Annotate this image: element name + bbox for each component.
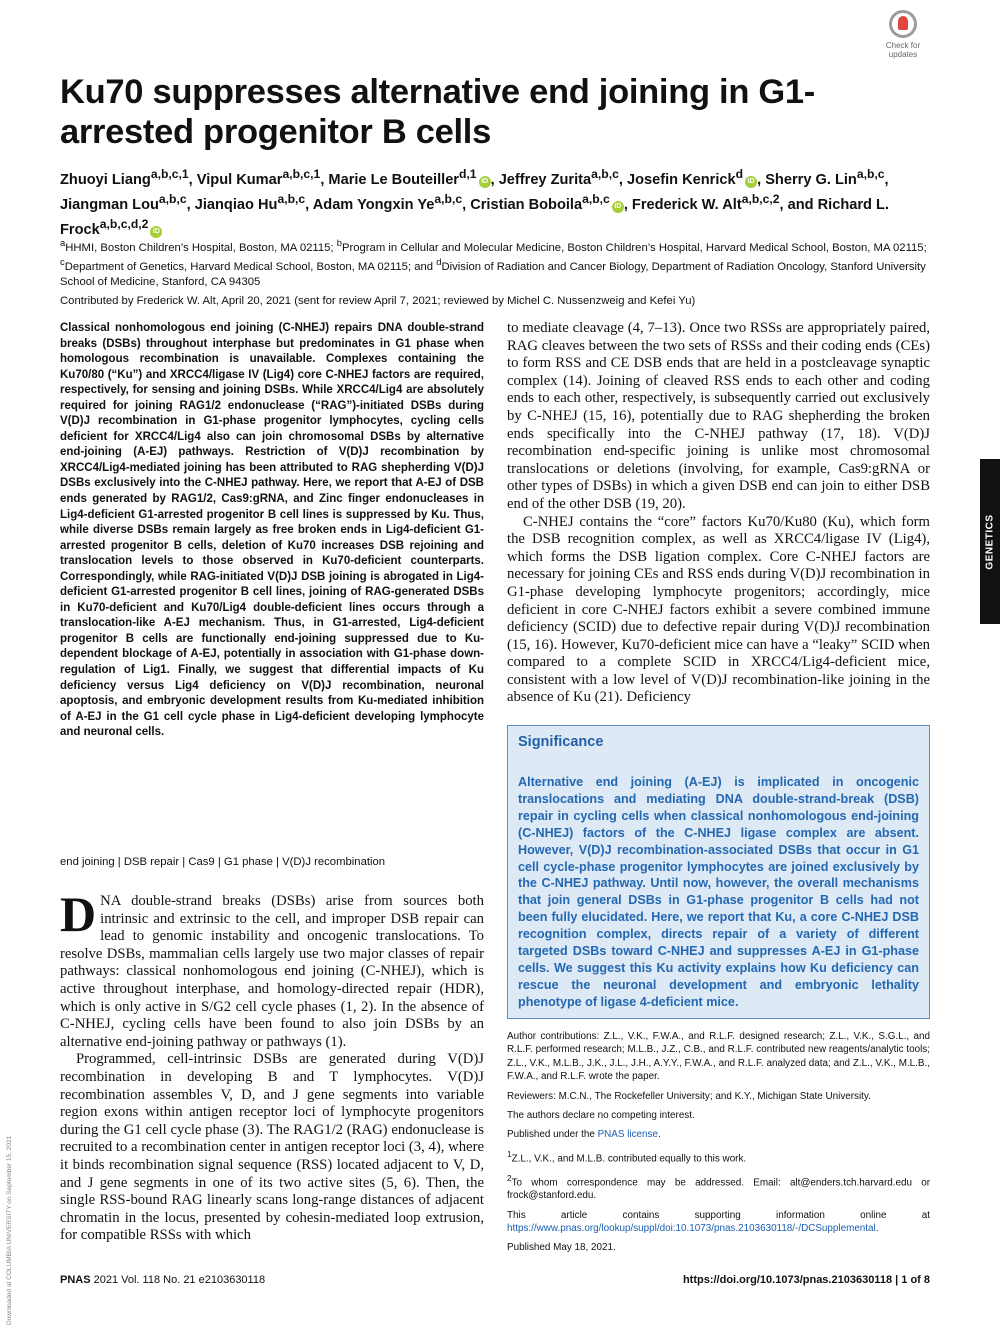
orcid-icon[interactable]: iD (150, 226, 162, 238)
significance-box (507, 725, 930, 1019)
author-affil-sup: a,b,c (856, 167, 885, 181)
author-affil-sup: a,b,c (277, 191, 306, 206)
author[interactable] (498, 167, 619, 188)
affiliation-sup: d (436, 256, 442, 268)
page-number: 1 of 8 (901, 1274, 930, 1286)
author-name: Jianqiao Hu (194, 196, 278, 213)
author[interactable] (631, 191, 780, 213)
correspondence: $^2$To whom correspondence may be addressed. Email: alt@enders.tch.harvard.edu or frock@stanford.edu. (507, 1173, 930, 1202)
equal-contribution: $^1$Z.L., V.K., and M.L.B. contributed equally to this work. (507, 1149, 747, 1165)
section-tab-genetics (980, 459, 1000, 624)
crossmark-icon (889, 10, 917, 38)
body-paragraph: to mediate cleavage (4, 7–13). Once two RSSs are appropriately paired, RAG cleaves between the two sets of RSSs and their coding ends (CEs) to form RSS and CE DSB ends that are held in a postcleavage synaptic complex (14). Joining of cleaved RSS ends to each other and coding ends to each other, respectively, is subsequently carried out exclusively by C-NHEJ (15, 16), potentially due to RAG shepherding the broken ends specifically into the C-NHEJ pathway (17, 18). V(D)J recombination end-specific joining is unlike most chromosomal translocations or deletions (involving, for example, Cas9:gRNA or other types of DSBs) in which a given DSB end can join to either DSB end of the other DSB (19, 20). (507, 320, 930, 512)
author-name: Zhuoyi Liang (60, 171, 151, 188)
author[interactable] (470, 191, 624, 213)
author[interactable] (626, 167, 757, 188)
author-affil-sup: a,b,c (158, 191, 187, 206)
author-affil-sup: a,b,c (591, 167, 619, 181)
footer-doi: https://doi.org/10.1073/pnas.2103630118 | 1 of 8 (682, 1274, 930, 1286)
author-name: Josefin Kenrick (626, 171, 736, 188)
supplemental-link[interactable]: https://www.pnas.org/lookup/suppl/doi:10.1073/pnas.2103630118/-/DCSupplemental (507, 1223, 876, 1235)
supporting-info: This article contains supporting information online at https://www.pnas.org/lookup/suppl/doi:10.1073/pnas.2103630118/-/DCSupplemental. (507, 1209, 930, 1235)
author-contributions: Author contributions: Z.L., V.K., F.W.A., and R.L.F. designed research; Z.L., V.K., S.G.L., and R.L.F. performed research; M.L.B., J.Z., C.B., and R.L.F. contributed new reagents/analytic tools; Z.L., V.K., M.L.B., J.K., J.L., J.H., A.Y.Y., F.W.A., and R.L.F. analyzed data; and Z.L., V.K., M.L.B., F.W.A., and R.L.F. wrote the paper. (507, 1031, 930, 1083)
author-name: Vipul Kumar (196, 171, 283, 188)
article-title: Ku70 suppresses alternative end joining in G1-arrested progenitor B cells (60, 73, 815, 151)
author-name: Richard L. Frock (60, 196, 889, 238)
orcid-icon[interactable]: iD (745, 176, 757, 188)
author-affil-sup: a,b,c (434, 191, 463, 206)
author-affil-sup: a,b,c,2 (741, 191, 780, 206)
body-paragraph: C-NHEJ contains the “core” factors Ku70/Ku80 (Ku), which form the DSB recognition complex, as well as XRCC4/ligase IV (Lig4), which forms the DSB ligation complex. Core C-NHEJ factors are necessary for joining CEs and RSS ends during V(D)J recombination in G1-phase developing lymphocyte progenitors; accordingly, mice deficient in core C-NHEJ factors exhibit a severe combined immune deficiency (SCID) due to defective repair during V(D)J recombination (15, 16). However, Ku70-deficient mice can have a “leaky” SCID when compared to a complete SCID in XRCC4/Lig4-deficient mice, consistent with a low level of V(D)J recombination-like joining in the absence of Ku (21). Deficiency (507, 513, 930, 706)
competing-interest: The authors declare no competing interest. (507, 1110, 695, 1122)
check-for-updates-badge[interactable] (877, 10, 929, 66)
author-name: Cristian Boboila (470, 196, 583, 213)
affiliation-text: Department of Genetics, Harvard Medical School, Boston, MA 02115; and (64, 261, 437, 274)
footer-citation: PNAS 2021 Vol. 118 No. 21 e2103630118 (60, 1274, 266, 1286)
body-column-right (507, 320, 930, 707)
author-name: Adam Yongxin Ye (312, 196, 435, 213)
affiliation-text: HHMI, Boston Children’s Hospital, Boston, MA 02115; (65, 241, 337, 254)
reviewers: Reviewers: M.C.N., The Rockefeller University; and K.Y., Michigan State University. (507, 1090, 871, 1102)
author-name: Jeffrey Zurita (498, 171, 592, 188)
affiliations (60, 236, 940, 289)
author[interactable] (328, 167, 490, 188)
author[interactable] (196, 167, 321, 188)
author-name: Sherry G. Lin (765, 171, 857, 188)
author-affil-sup: d,1 (459, 167, 477, 181)
orcid-icon[interactable]: iD (612, 201, 624, 213)
author-affil-sup: a,b,c,1 (150, 167, 189, 181)
license-note: Published under the PNAS license. (507, 1129, 661, 1141)
author-affil-sup: d (735, 167, 744, 181)
significance-text: Alternative end joining (A-EJ) is implicated in oncogenic translocations and mediating DNA double-strand-break (DSB) repair in cycling cells when classical nonhomologous end-joining (C-NHEJ) factors of the C-NHEJ ligase complex are absent. However, V(D)J recombination-associated DSBs that occur in G1 cell cycle-phase progenitor lymphocytes are joined exclusively by the C-NHEJ pathway. Until now, however, the overall mechanisms that join general DSBs in G1-phase progenitor B cells had not been fully elucidated. Here, we report that Ku, a core C-NHEJ DSB recognition complex, directs repair of a variety of different targeted DSBs toward C-NHEJ and suppresses A-EJ in G1-phase cells. We suggest this Ku activity explains how Ku deficiency can rescue the neuronal development and embryonic lethality phenotype of ligase 4-deficient mice. (518, 775, 919, 1009)
author-name: Frederick W. Alt (631, 196, 742, 213)
affiliation-sup: a (60, 237, 66, 248)
author[interactable] (194, 191, 306, 213)
published-date: Published May 18, 2021. (507, 1242, 616, 1254)
significance-title: Significance (518, 734, 604, 750)
author-list: Zhuoyi Liang$^{a,b,c,1}$, Vipul Kumar$^{a,b,c,1}$, Marie Le Bouteiller$^{d,1}$iD , Jeffrey Zurita$^{a,b,c}$, Josefin Kenrick$^d$iD , Sherry G. Lin$^{a,b,c}$, Jiangman Lou$^{a,b,c}$, Jianqiao Hu$^{a,b,c}$, Adam Yongxin Ye$^{a,b,c}$, Cristian Boboila$^{a,b,c}$iD , Frederick W. Alt$^{a,b,c,2}$, and Richard L. Frock$^{a,b,c,d,2}$iD (60, 167, 889, 238)
author-affil-sup: a,b,c,d,2 (99, 216, 149, 231)
orcid-icon[interactable]: iD (479, 176, 491, 188)
download-stamp: Downloaded at COLUMBIA UNIVERSITY on September 15, 2021 (6, 1135, 13, 1325)
author-affil-sup: a,b,c (582, 191, 610, 206)
abstract: Classical nonhomologous end joining (C-NHEJ) repairs DNA double-strand breaks (DSBs) throughout interphase but predominates in G1 phase when homologous recombination is unavailable. Complexes containing the Ku70/80 (“Ku”) and XRCC4/ligase IV (Lig4) core C-NHEJ factors are required, respectively, for sensing and joining DSBs. While XRCC4/Lig4 are absolutely required for joining RAG1/2 endonuclease (“RAG”)-initiated DSBs during V(D)J recombination in G1-phase progenitor lymphocytes, cycling cells deficient for XRCC4/Lig4 also can join chromosomal DSBs by alternative end-joining (A-EJ) pathways. Restriction of V(D)J recombination by XRCC4/Lig4-mediated joining has been attributed to RAG shepherding V(D)J DSBs exclusively into the C-NHEJ pathway. Here, we report that A-EJ of DSB ends generated by RAG1/2, Cas9:gRNA, and Zinc finger endonucleases in Lig4-deficient G1-arrested progenitor B cell lines is suppressed by Ku. Thus, while diverse DSBs remain largely as free broken ends in Lig4-deficient G1-arrested progenitor B cells, deletion of Ku70 increases DSB rejoining and translocation levels to those observed in Ku70-deficient counterparts. Correspondingly, while RAG-initiated V(D)J DSB joining is abrogated in Lig4-deficient G1-arrested progenitor B cell lines, joining of RAG-generated DSBs in Ku70-deficient and Ku70/Lig4 double-deficient lines occurs through a translocation-like A-EJ mechanism. Thus, in G1-arrested, Lig4-deficient progenitor B cells are functionally end-joining suppressed due to Ku-dependent blockage of A-EJ, potentially in association with G1-phase down-regulation of Lig1. Finally, we suggest that differential impacts of Ku deficiency versus Lig4 deficiency on V(D)J recombination, neuronal apoptosis, and embryonic development results from Ku-mediated inhibition of A-EJ in the G1 cell cycle phase in Lig4-deficient developing lymphocyte and neuronal cells. (60, 322, 484, 739)
author-name: Marie Le Bouteiller (328, 171, 459, 188)
author-affil-sup: a,b,c,1 (282, 167, 321, 181)
check-for-updates-label: Check for updates (885, 41, 921, 59)
author[interactable] (60, 191, 187, 213)
journal-name: PNAS (60, 1274, 91, 1286)
author[interactable] (765, 167, 885, 188)
affiliation-text: Division of Radiation and Cancer Biology, Department of Radiation Oncology, Stanford University School of Medicine, Stanford, CA 94305 (60, 261, 926, 288)
section-tab-label: GENETICS (984, 513, 996, 570)
author[interactable] (60, 167, 189, 188)
keywords: end joining | DSB repair | Cas9 | G1 phase | V(D)J recombination (60, 856, 386, 868)
pnas-license-link[interactable]: PNAS license (597, 1129, 658, 1141)
doi-link[interactable]: https://doi.org/10.1073/pnas.2103630118 (682, 1274, 893, 1286)
author-name: Jiangman Lou (60, 196, 159, 213)
article-notes (507, 1030, 930, 1261)
author[interactable] (312, 191, 463, 213)
body-paragraph: DNA double-strand breaks (DSBs) arise from sources both intrinsic and extrinsic to the cell, and improper DSB repair can lead to genomic instability and oncogenic translocations. To resolve DSBs, mammalian cells largely use two major classes of repair pathways: classical nonhomologous end joining (C-NHEJ), which is active throughout interphase, and homology-directed repair (HDR), which is only active in S/G2 cell cycle phases (1, 2). In the absence of C-NHEJ, cycling cells have been found to also join DSBs by an alternative end-joining pathway or pathways (1). (60, 886, 484, 1050)
body-column-left (60, 886, 484, 1245)
affiliation-text: Program in Cellular and Molecular Medicine, Boston Children’s Hospital, Harvard Medical School, Boston, MA 02115; (341, 241, 927, 254)
affiliation-sup: b (336, 237, 342, 248)
drop-cap: D (60, 886, 97, 942)
body-paragraph: Programmed, cell-intrinsic DSBs are generated during V(D)J recombination in developing B and T lymphocytes. V(D)J recombination assembles V, D, and J gene segments into variable region exons within antigen receptor loci of lymphocyte progenitors during the G1 cell cycle phase (3). The RAG1/2 (RAG) endonuclease is recruited to a recombination center in antigen receptor loci (3, 4), where it binds recombination signal sequence (RSS) located adjacent to V, D, and J gene segments in one of its two active sites (5, 6). Then, the single RSS-bound RAG linearly scans long-range distances of adjacent chromatin in the locus, presented by cohesin-mediated loop extrusion, for compatible RSSs with which (60, 1051, 484, 1244)
affiliation-sup: c (60, 256, 65, 268)
contributed-by: Contributed by Frederick W. Alt, April 20, 2021 (sent for review April 7, 2021; reviewed by Michel C. Nussenzweig and Kefei Yu) (60, 295, 696, 307)
